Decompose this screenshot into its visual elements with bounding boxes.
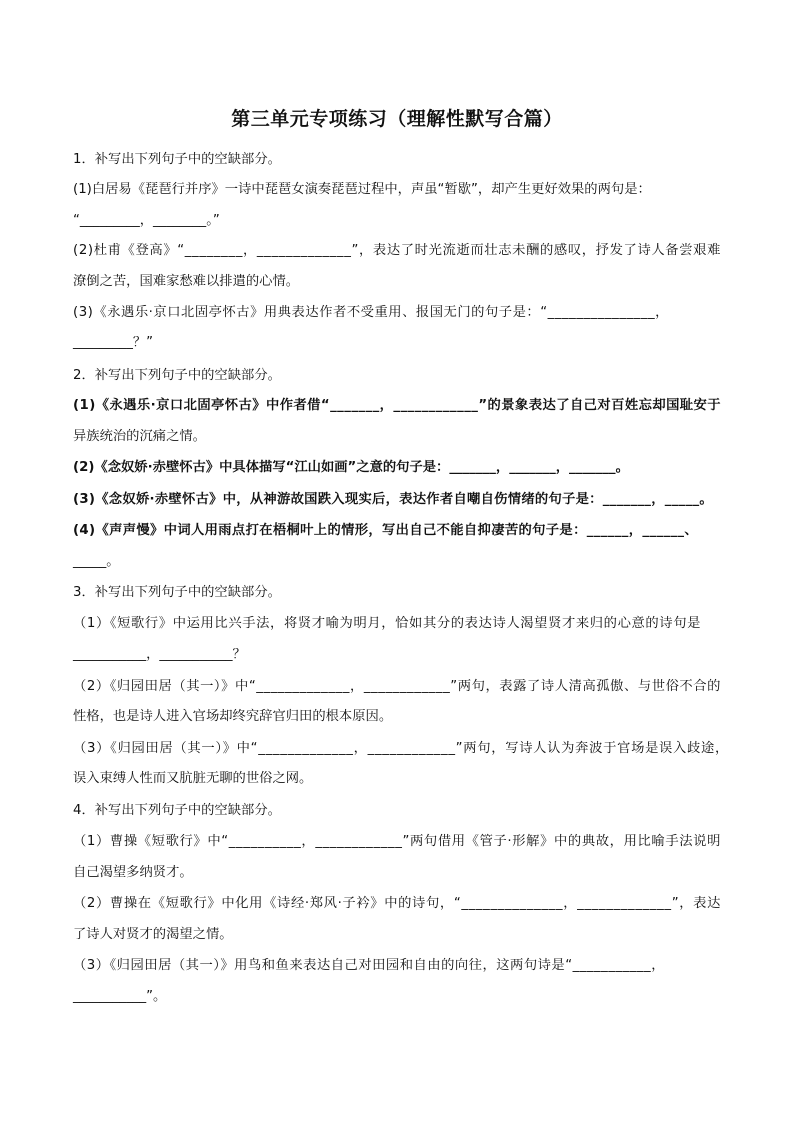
q1-item3-cont: _________？” — [73, 335, 154, 350]
q4-item3-cont: ___________”。 — [73, 989, 167, 1004]
q2-heading: 2．补写出下列句子中的空缺部分。 — [73, 368, 281, 383]
q1-item2: (2)杜甫《登高》“________，_____________”，表达了时光流逝而壮志未酬的感叹，抒发了诗人备尝艰难 — [73, 243, 721, 258]
q1-heading: 1．补写出下列句子中的空缺部分。 — [73, 152, 281, 167]
q3-item2: （2）《归园田居（其一）》中“_____________，____________”两句，表露了诗人清高孤傲、与世俗不合的 — [73, 679, 721, 694]
q1-item2-cont: 潦倒之苦，国难家愁难以排遣的心情。 — [73, 274, 300, 289]
q1-item1: (1)白居易《琵琶行并序》一诗中琵琶女演奏琵琶过程中，声虽“暂歇”，却产生更好效果的两句是： — [73, 182, 651, 197]
q2-item2: (2)《念奴娇·赤壁怀古》中具体描写“江山如画”之意的句子是：_______，_______，_______。 — [73, 460, 629, 475]
q1-item3: (3)《永遇乐·京口北固亭怀古》用典表达作者不受重用、报国无门的句子是：“_______________， — [73, 305, 669, 320]
q4-heading: 4．补写出下列句子中的空缺部分。 — [73, 803, 281, 818]
q4-item3: （3）《归园田居（其一）》用鸟和鱼来表达自己对田园和自由的向往，这两句诗是“___________， — [73, 958, 665, 973]
q4-item1: （1）曹操《短歌行》中“__________，____________”两句借用《管子·形解》中的典故，用比喻手法说明 — [73, 834, 721, 849]
q4-item2-cont: 了诗人对贤才的渴望之情。 — [73, 927, 233, 942]
q3-item1-cont: ___________，___________？ — [73, 647, 246, 662]
q2-item4: (4)《声声慢》中词人用雨点打在梧桐叶上的情形，写出自己不能自抑凄苦的句子是：______，______、 — [73, 523, 698, 538]
q3-item2-cont: 性格，也是诗人进入官场却终究辞官归田的根本原因。 — [73, 709, 393, 724]
q3-heading: 3．补写出下列句子中的空缺部分。 — [73, 585, 281, 600]
q4-item2: （2）曹操在《短歌行》中化用《诗经·郑风·子衿》中的诗句，“______________，_____________”，表达 — [73, 896, 721, 911]
q2-item3: (3)《念奴娇·赤壁怀古》中，从神游故国跌入现实后，表达作者自嘲自伤情绪的句子是：_______，_____。 — [73, 492, 713, 507]
page-title: 第三单元专项练习（理解性默写合篇） — [231, 108, 563, 130]
q2-item1-cont: 异族统治的沉痛之情。 — [73, 429, 206, 444]
q3-item3: （3）《归园田居（其一）》中“_____________，____________”两句，写诗人认为奔波于官场是误入歧途， — [73, 741, 729, 756]
q2-item4-cont: _____。 — [73, 554, 120, 569]
q3-item1: （1）《短歌行》中运用比兴手法，将贤才喻为明月，恰如其分的表达诗人渴望贤才来归的心意的诗句是 — [73, 616, 701, 631]
q1-item1-cont: “_________，________。” — [73, 213, 220, 228]
q2-item1: (1)《永遇乐·京口北固亭怀古》中作者借“_______，____________”的景象表达了自己对百姓忘却国耻安于 — [73, 398, 721, 413]
q4-item1-cont: 自己渴望多纳贤才。 — [73, 865, 193, 880]
q3-item3-cont: 误入束缚人性而又肮脏无聊的世俗之网。 — [73, 771, 313, 786]
